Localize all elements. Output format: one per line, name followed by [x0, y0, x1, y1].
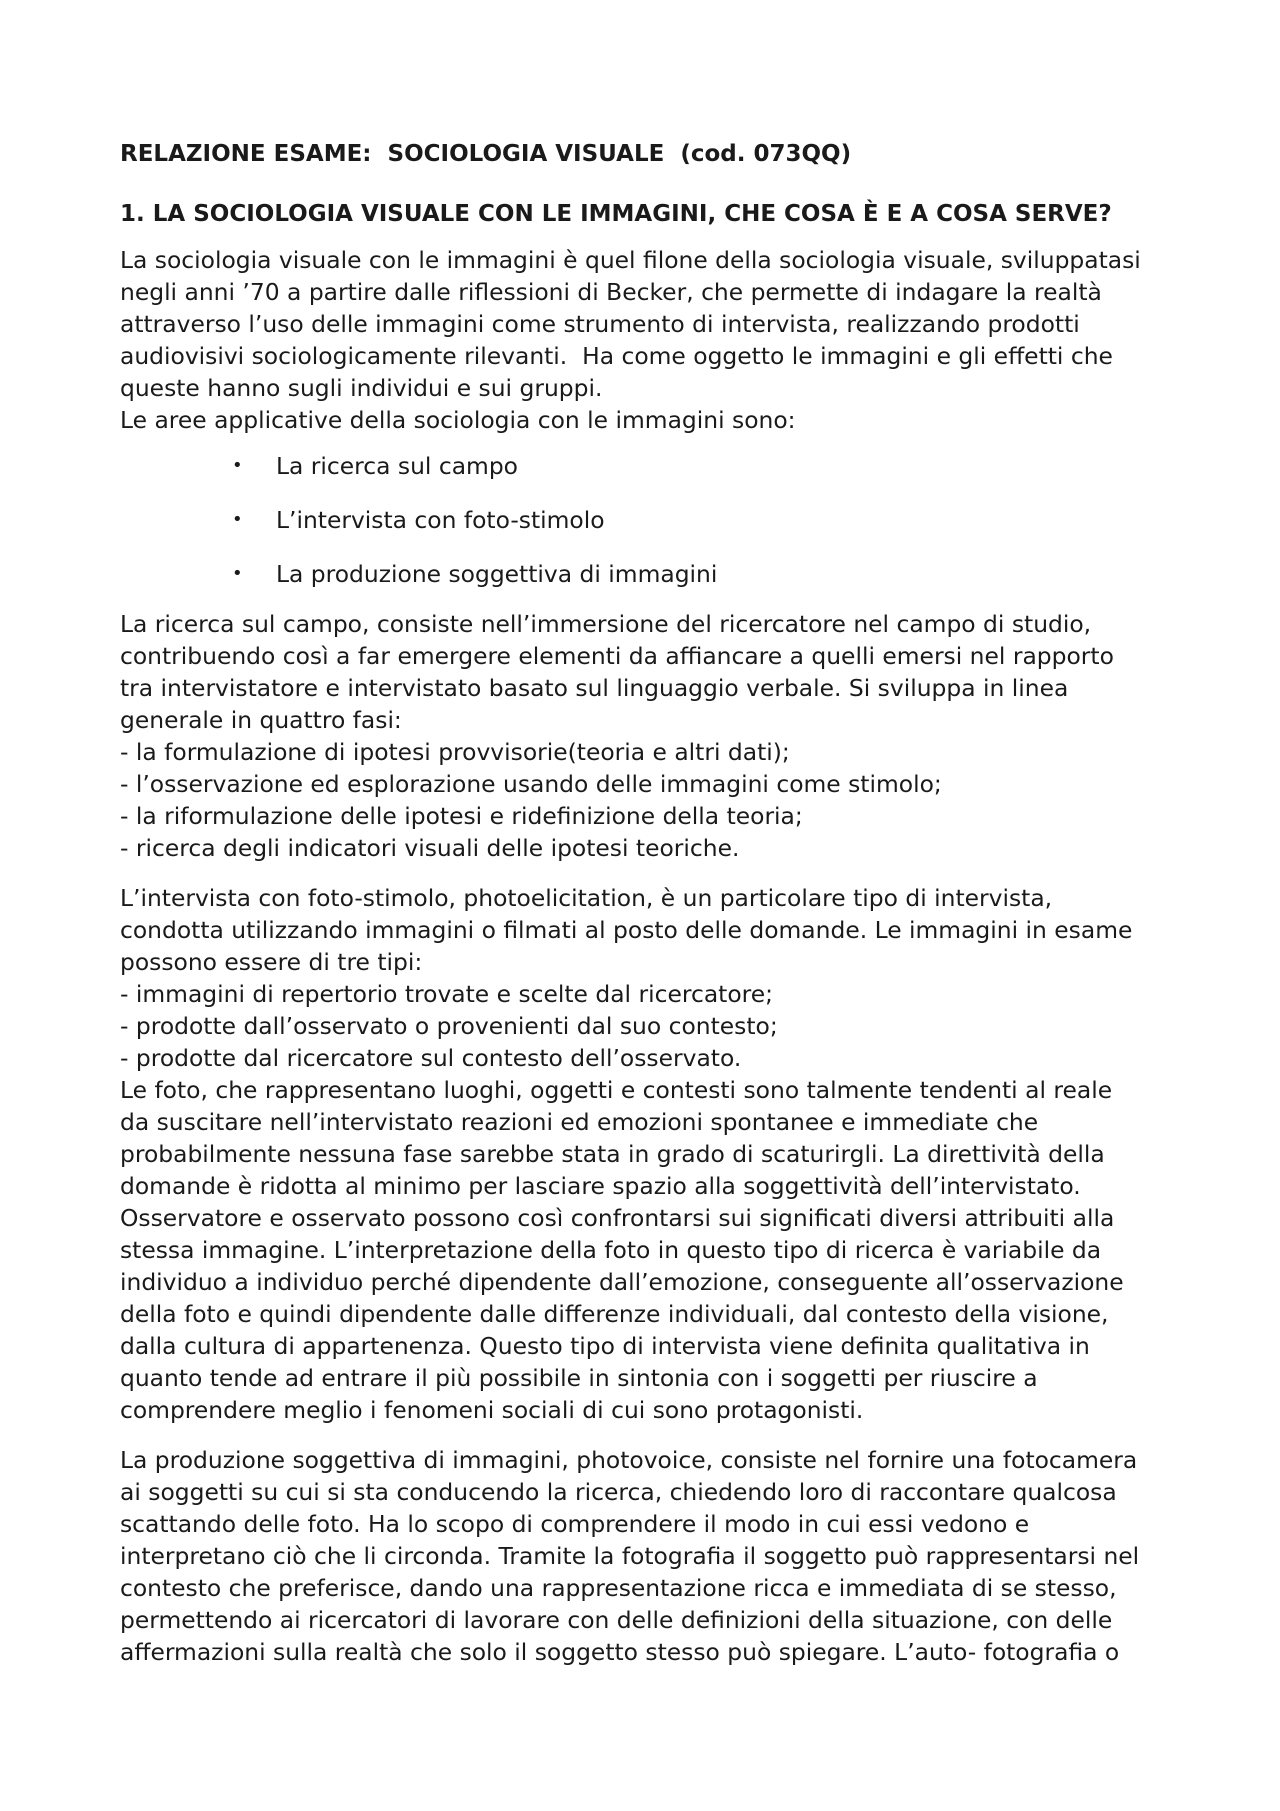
text-line: probabilmente nessuna fase sarebbe stata in grado di scaturirgli. La direttività della: [120, 1140, 1105, 1168]
paragraph-spacer: [120, 864, 1180, 882]
text-line: - la riformulazione delle ipotesi e ridefinizione della teoria;: [120, 802, 803, 830]
list-item-text: La produzione soggettiva di immagini: [276, 560, 718, 588]
text-line: La produzione soggettiva di immagini, photovoice, consiste nel fornire una fotocamera: [120, 1446, 1138, 1474]
text-line: negli anni ’70 a partire dalle riflessioni di Becker, che permette di indagare la realtà: [120, 278, 1102, 306]
document-title: RELAZIONE ESAME: SOCIOLOGIA VISUALE (cod. 073QQ): [120, 141, 852, 167]
text-line: - immagini di repertorio trovate e scelte dal ricercatore;: [120, 980, 774, 1008]
text-line: permettendo ai ricercatori di lavorare con delle definizioni della situazione, con delle: [120, 1606, 1113, 1634]
text-line: ai soggetti su cui si sta conducendo la ricerca, chiedendo loro di raccontare qualcosa: [120, 1478, 1117, 1506]
text-line: - l’osservazione ed esplorazione usando delle immagini come stimolo;: [120, 770, 942, 798]
list-item: [232, 450, 1180, 482]
list-item-text: La ricerca sul campo: [276, 452, 518, 480]
text-line: attraverso l’uso delle immagini come strumento di intervista, realizzando prodotti: [120, 310, 1080, 338]
text-line: generale in quattro fasi:: [120, 706, 402, 734]
text-line: scattando delle foto. Ha lo scopo di comprendere il modo in cui essi vedono e: [120, 1510, 1030, 1538]
text-line: Osservatore e osservato possono così confrontarsi sui significati diversi attribuiti alla: [120, 1204, 1115, 1232]
intro-paragraph: [120, 244, 1180, 436]
text-line: - prodotte dal ricercatore sul contesto dell’osservato.: [120, 1044, 742, 1072]
field-research-paragraph: [120, 608, 1180, 864]
text-line: Le aree applicative della sociologia con le immagini sono:: [120, 406, 796, 434]
text-line: individuo a individuo perché dipendente dall’emozione, conseguente all’osservazione: [120, 1268, 1124, 1296]
text-line: La sociologia visuale con le immagini è quel filone della sociologia visuale, sviluppatasi: [120, 246, 1141, 274]
document-page: [120, 138, 1180, 1668]
photovoice-paragraph: [120, 1444, 1180, 1668]
text-line: affermazioni sulla realtà che solo il soggetto stesso può spiegare. L’auto- fotografia o: [120, 1638, 1120, 1666]
text-line: comprendere meglio i fenomeni sociali di cui sono protagonisti.: [120, 1396, 864, 1424]
text-line: - prodotte dall’osservato o provenienti dal suo contesto;: [120, 1012, 778, 1040]
text-line: La ricerca sul campo, consiste nell’immersione del ricercatore nel campo di studio,: [120, 610, 1092, 638]
list-item: [232, 504, 1180, 536]
text-line: audiovisivi sociologicamente rilevanti. Ha come oggetto le immagini e gli effetti che: [120, 342, 1113, 370]
text-line: - la formulazione di ipotesi provvisorie(teoria e altri dati);: [120, 738, 790, 766]
text-line: domande è ridotta al minimo per lasciare spazio alla soggettività dell’intervistato.: [120, 1172, 1081, 1200]
text-line: - ricerca degli indicatori visuali delle ipotesi teoriche.: [120, 834, 740, 862]
text-line: L’intervista con foto-stimolo, photoelicitation, è un particolare tipo di intervista,: [120, 884, 1053, 912]
text-line: interpretano ciò che li circonda. Tramite la fotografia il soggetto può rappresentarsi nel: [120, 1542, 1140, 1570]
text-line: stessa immagine. L’interpretazione della foto in questo tipo di ricerca è variabile da: [120, 1236, 1102, 1264]
text-line: contribuendo così a far emergere elementi da affiancare a quelli emersi nel rapporto: [120, 642, 1114, 670]
text-line: contesto che preferisce, dando una rappresentazione ricca e immediata di se stesso,: [120, 1574, 1117, 1602]
text-line: condotta utilizzando immagini o filmati al posto delle domande. Le immagini in esame: [120, 916, 1133, 944]
text-line: possono essere di tre tipi:: [120, 948, 423, 976]
list-item-text: L’intervista con foto-stimolo: [276, 506, 605, 534]
section-heading: 1. LA SOCIOLOGIA VISUALE CON LE IMMAGINI, CHE COSA È E A COSA SERVE?: [120, 201, 1112, 227]
bullet-icon: •: [232, 563, 243, 584]
text-line: quanto tende ad entrare il più possibile in sintonia con i soggetti per riuscire a: [120, 1364, 1038, 1392]
text-line: della foto e quindi dipendente dalle differenze individuali, dal contesto della visione,: [120, 1300, 1109, 1328]
text-line: dalla cultura di appartenenza. Questo tipo di intervista viene definita qualitativa in: [120, 1332, 1090, 1360]
paragraph-spacer: [120, 1426, 1180, 1444]
bullet-icon: •: [232, 509, 243, 530]
text-line: Le foto, che rappresentano luoghi, oggetti e contesti sono talmente tendenti al reale: [120, 1076, 1113, 1104]
photo-interview-paragraph: [120, 882, 1180, 1426]
text-line: tra intervistatore e intervistato basato sul linguaggio verbale. Si sviluppa in linea: [120, 674, 1069, 702]
bullet-list: [120, 450, 1180, 590]
list-item: [232, 558, 1180, 590]
bullet-icon: •: [232, 455, 243, 476]
text-line: queste hanno sugli individui e sui gruppi.: [120, 374, 603, 402]
text-line: da suscitare nell’intervistato reazioni ed emozioni spontanee e immediate che: [120, 1108, 1039, 1136]
